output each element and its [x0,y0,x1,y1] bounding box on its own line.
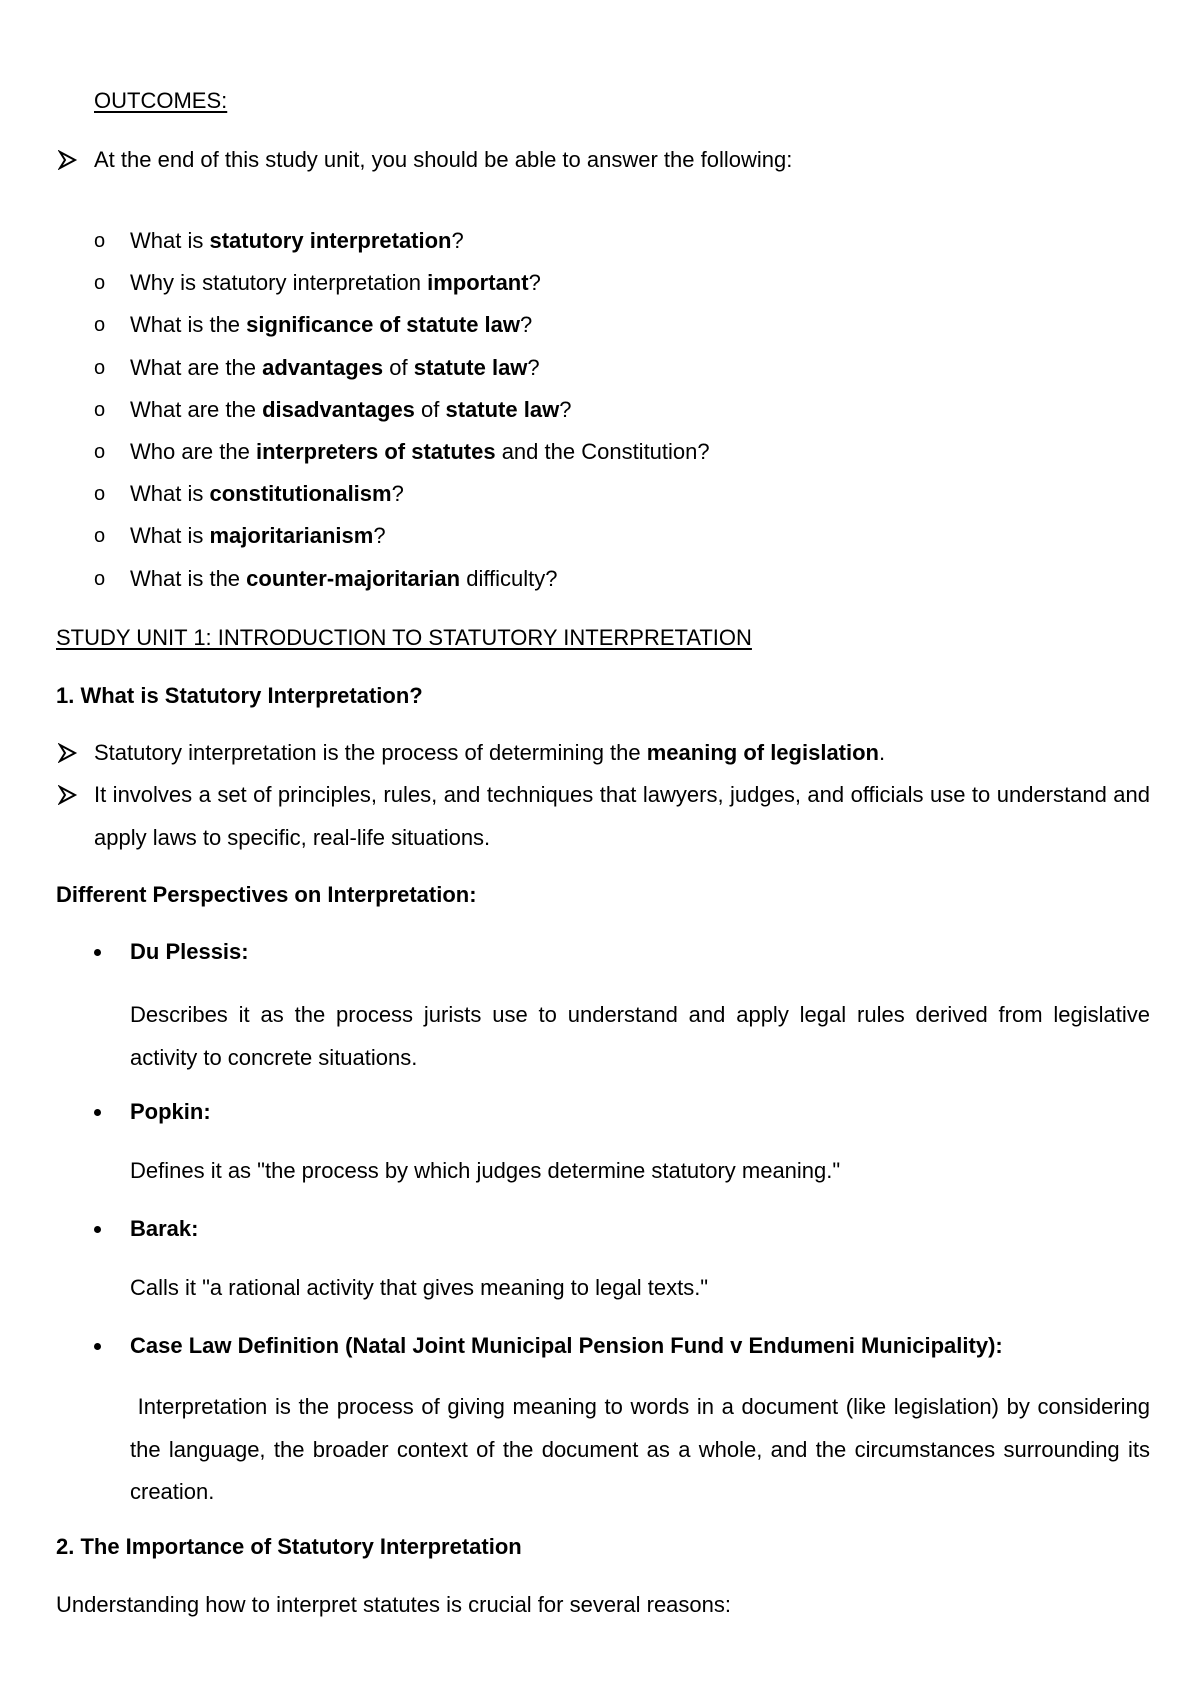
question-bold-text: interpreters of statutes [255,439,496,464]
question-text: What is [130,228,210,253]
circle-bullet-icon: o [94,483,106,505]
question-bold-text: important [427,270,529,295]
arrow-bullet-icon [58,150,78,170]
question-bold-text: statutory interpretation [209,228,452,253]
perspective-name: Case Law Definition (Natal Joint Municipal Pension Fund v Endumeni Municipality): [130,1333,1003,1358]
question-text: Who are the [130,439,256,464]
question-bold-text: majoritarianism [209,523,374,548]
question-bold-text: statute law [413,355,528,380]
outcome-question [130,521,386,551]
circle-bullet-icon: o [94,357,106,379]
perspective-name: Popkin: [130,1099,211,1124]
question-text: What is the [130,312,247,337]
perspective-text: Interpretation is the process of giving meaning to words in a document (like legislation) by considering the language, the broader context of the document as a whole, and the circumstances surrounding its creation. [130,1394,1157,1504]
bullet-bold-text: meaning of legislation [646,740,879,765]
bullet-text-end: . [879,740,886,765]
arrow-bullet-icon [58,785,78,805]
circle-bullet-icon: o [94,441,106,463]
section1-heading: 1. What is Statutory Interpretation? [56,683,423,708]
question-bold-text: advantages [262,355,384,380]
perspective-text: Defines it as "the process by which judges determine statutory meaning." [130,1158,841,1183]
study-unit-heading: STUDY UNIT 1: INTRODUCTION TO STATUTORY INTERPRETATION [56,625,752,650]
question-bold-text: counter-majoritarian [246,566,461,591]
question-text: of [414,397,446,422]
question-text: What is [130,481,210,506]
perspectives-heading: Different Perspectives on Interpretation: [56,882,477,907]
section2-intro: Understanding how to interpret statutes is crucial for several reasons: [56,1592,731,1617]
section1-bullet-2: It involves a set of principles, rules, and techniques that lawyers, judges, and officials use to understand and apply laws to specific, real-life situations. [94,782,1150,850]
bullet-dot-icon [94,949,101,956]
question-bold-text: significance of statute law [246,312,520,337]
outcome-question [130,564,558,594]
outcome-question [130,437,710,467]
question-text: ? [373,523,386,548]
circle-bullet-icon: o [94,230,106,252]
section1-bullet-1 [94,738,885,768]
bullet-dot-icon [94,1343,101,1350]
circle-bullet-icon: o [94,314,106,336]
question-text: ? [520,312,533,337]
circle-bullet-icon: o [94,525,106,547]
question-text: ? [527,355,540,380]
question-text: and the Constitution? [495,439,710,464]
outcome-question [130,310,532,340]
perspective-name: Barak: [130,1216,199,1241]
section2-heading: 2. The Importance of Statutory Interpretation [56,1534,522,1559]
arrow-bullet-icon [58,743,78,763]
bullet-text: Statutory interpretation is the process of determining the [94,740,647,765]
question-text: of [383,355,414,380]
perspective-name: Du Plessis: [130,939,249,964]
circle-bullet-icon: o [94,568,106,590]
outcome-question [130,353,540,383]
bullet-dot-icon [94,1109,101,1116]
outcome-question [130,395,571,425]
question-text: Why is statutory interpretation [130,270,428,295]
question-bold-text: disadvantages [262,397,415,422]
outcomes-heading: OUTCOMES: [94,88,228,113]
question-text: What are the [130,355,263,380]
bullet-dot-icon [94,1226,101,1233]
question-bold-text: statute law [445,397,560,422]
perspective-text: Describes it as the process jurists use to understand and apply legal rules derived from legislative activity to concrete situations. [130,1002,1150,1070]
outcome-question [130,479,404,509]
question-text: ? [391,481,404,506]
question-text: What are the [130,397,263,422]
question-text: What is [130,523,210,548]
outcomes-intro: At the end of this study unit, you should be able to answer the following: [94,147,793,172]
question-text: difficulty? [460,566,558,591]
outcome-question [130,226,464,256]
question-text: What is the [130,566,247,591]
question-text: ? [528,270,541,295]
question-text: ? [559,397,572,422]
circle-bullet-icon: o [94,399,106,421]
circle-bullet-icon: o [94,272,106,294]
outcome-question [130,268,541,298]
question-bold-text: constitutionalism [209,481,392,506]
perspective-text: Calls it "a rational activity that gives meaning to legal texts." [130,1275,709,1300]
question-text: ? [451,228,464,253]
